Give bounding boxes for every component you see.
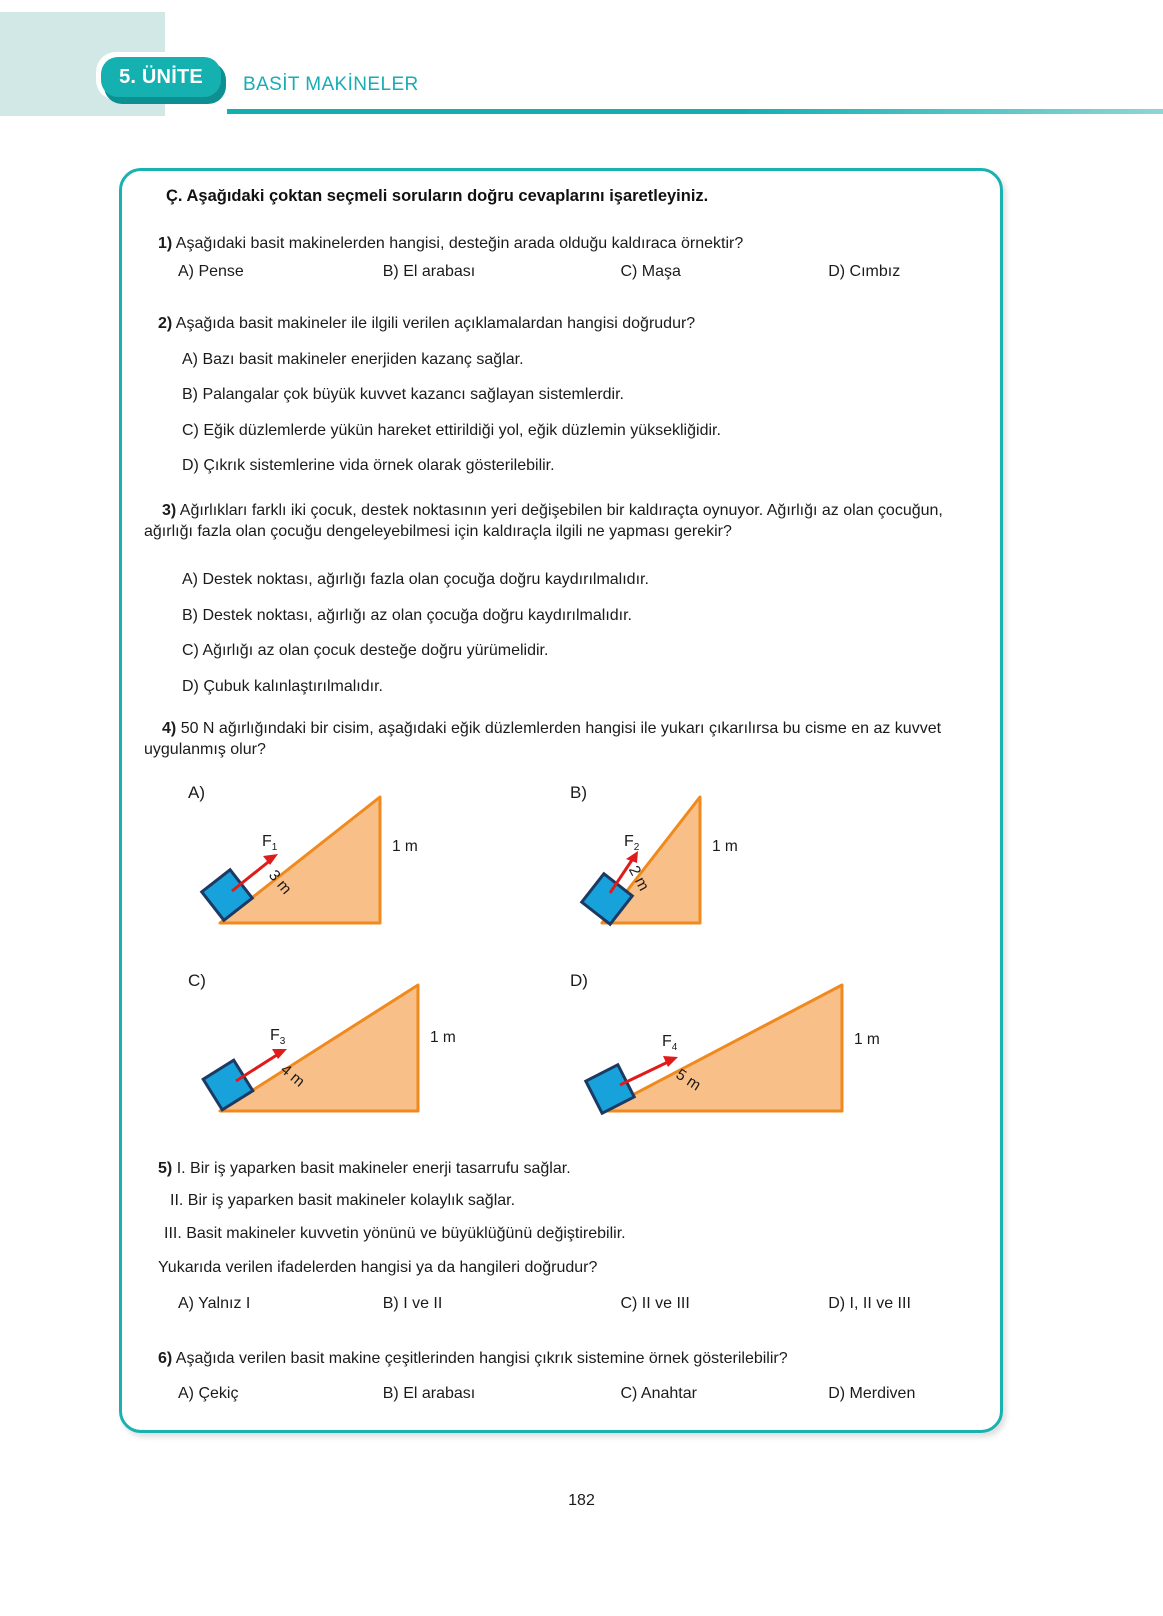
question-3-option-a[interactable]: A) Destek noktası, ağırlığı fazla olan çocuğa doğru kaydırılmalıdır. bbox=[182, 571, 649, 588]
figure-b-drawing bbox=[552, 783, 882, 943]
question-6-option-b[interactable]: B) El arabası bbox=[382, 1385, 476, 1402]
question-1-text bbox=[158, 234, 978, 255]
unit-badge-label: 5. ÜNİTE bbox=[119, 66, 203, 88]
figure-c-force: $F_3$ bbox=[270, 1027, 286, 1048]
question-4-text bbox=[144, 719, 989, 761]
figure-b-force: $F_2$ bbox=[624, 833, 640, 854]
figure-b-slope-length: 2 m bbox=[624, 863, 653, 894]
question-5-prompt: Yukarıda verilen ifadelerden hangisi ya da hangileri doğrudur? bbox=[158, 1259, 598, 1276]
figure-b-label: B) bbox=[570, 783, 587, 802]
questions-container bbox=[122, 171, 1006, 1436]
question-3-number: 3) bbox=[162, 502, 177, 519]
figure-d-force: $F_4$ bbox=[662, 1033, 678, 1054]
question-5-statement-1-text: I. Bir iş yaparken basit makineler enerji tasarrufu sağlar. bbox=[176, 1160, 571, 1177]
question-2-option-a[interactable]: A) Bazı basit makineler enerjiden kazanç sağlar. bbox=[182, 351, 524, 368]
question-3-body: Ağırlıkları farklı iki çocuk, destek noktasının yeri değişebilen bir kaldıraçta oynuyor. Ağırlığı az olan çocuğun, ağırlığı fazla olan çocuğu dengeleyebilmesi için kaldıraçla ilgili ne yapması gerekir? bbox=[144, 502, 943, 540]
figure-a-slope-length: 3 m bbox=[264, 867, 295, 898]
question-6-body: Aşağıda verilen basit makine çeşitlerinden hangisi çıkrık sistemine örnek gösterilebilir? bbox=[175, 1350, 788, 1367]
figure-option-d bbox=[552, 971, 922, 1131]
figure-option-c bbox=[170, 971, 520, 1131]
question-6-text bbox=[158, 1349, 978, 1370]
question-1-option-b[interactable]: B) El arabası bbox=[382, 263, 476, 280]
question-1-option-c[interactable]: C) Maşa bbox=[620, 263, 681, 280]
question-4-body: 50 N ağırlığındaki bir cisim, aşağıdaki eğik düzlemlerden hangisi ile yukarı çıkarılırsa bu cisme en az kuvvet uygulanmış olur? bbox=[144, 720, 942, 758]
page-header bbox=[0, 0, 1163, 160]
figure-d-label: D) bbox=[570, 971, 588, 990]
question-2-body: Aşağıda basit makineler ile ilgili verilen açıklamalardan hangisi doğrudur? bbox=[175, 315, 696, 332]
question-2-option-d[interactable]: D) Çıkrık sistemlerine vida örnek olarak gösterilebilir. bbox=[182, 457, 555, 474]
question-1-number: 1) bbox=[158, 235, 173, 252]
section-title: Ç. Aşağıdaki çoktan seçmeli soruların doğru cevaplarını işaretleyiniz. bbox=[166, 187, 709, 205]
figure-c-drawing bbox=[170, 971, 520, 1131]
figure-c-height: 1 m bbox=[430, 1029, 456, 1046]
question-5-statement-2: II. Bir iş yaparken basit makineler kolaylık sağlar. bbox=[170, 1192, 516, 1209]
question-6-options bbox=[178, 1385, 998, 1403]
question-5-option-c[interactable]: C) II ve III bbox=[620, 1295, 690, 1312]
question-5-statement-3: III. Basit makineler kuvvetin yönünü ve büyüklüğünü değiştirebilir. bbox=[164, 1225, 626, 1242]
figure-a-label: A) bbox=[188, 783, 205, 802]
question-3-option-d[interactable]: D) Çubuk kalınlaştırılmalıdır. bbox=[182, 678, 383, 695]
figure-d-drawing bbox=[552, 971, 922, 1131]
question-2-option-b[interactable]: B) Palangalar çok büyük kuvvet kazancı sağlayan sistemlerdir. bbox=[182, 386, 624, 403]
header-divider bbox=[227, 109, 1163, 114]
figure-option-a bbox=[170, 783, 500, 943]
figure-a-drawing bbox=[170, 783, 500, 943]
figure-a-force: $F_1$ bbox=[262, 833, 278, 854]
question-2-option-c[interactable]: C) Eğik düzlemlerde yükün hareket ettirildiği yol, eğik düzlemin yüksekliğidir. bbox=[182, 422, 721, 439]
question-5-statement-1 bbox=[158, 1159, 978, 1180]
question-1-body: Aşağıdaki basit makinelerden hangisi, desteğin arada olduğu kaldıraca örnektir? bbox=[175, 235, 744, 252]
question-1-option-d[interactable]: D) Cımbız bbox=[828, 263, 901, 280]
question-3-option-c[interactable]: C) Ağırlığı az olan çocuk desteğe doğru yürümelidir. bbox=[182, 642, 549, 659]
question-6-number: 6) bbox=[158, 1350, 173, 1367]
question-5-option-b[interactable]: B) I ve II bbox=[382, 1295, 443, 1312]
question-3-text bbox=[144, 501, 984, 543]
question-3-option-b[interactable]: B) Destek noktası, ağırlığı az olan çocuğa doğru kaydırılmalıdır. bbox=[182, 607, 632, 624]
question-4-number: 4) bbox=[162, 720, 177, 737]
figure-c-slope-length: 4 m bbox=[277, 1061, 308, 1091]
figure-c-label: C) bbox=[188, 971, 206, 990]
ramp-triangle-d bbox=[602, 985, 842, 1111]
force-arrowhead-d bbox=[663, 1056, 678, 1067]
question-5-option-a[interactable]: A) Yalnız I bbox=[178, 1295, 251, 1312]
question-2-text bbox=[158, 314, 978, 335]
question-5-number: 5) bbox=[158, 1160, 173, 1177]
questions-panel bbox=[119, 168, 1003, 1433]
question-5-options bbox=[178, 1295, 998, 1313]
question-6-option-c[interactable]: C) Anahtar bbox=[620, 1385, 697, 1402]
question-1-option-a[interactable]: A) Pense bbox=[178, 263, 244, 280]
figure-option-b bbox=[552, 783, 882, 943]
question-5-option-d[interactable]: D) I, II ve III bbox=[828, 1295, 911, 1312]
figure-d-height: 1 m bbox=[854, 1031, 880, 1048]
question-6-option-a[interactable]: A) Çekiç bbox=[178, 1385, 239, 1402]
page-number: 182 bbox=[568, 1492, 595, 1509]
unit-badge bbox=[101, 57, 221, 97]
figure-d-slope-length: 5 m bbox=[672, 1066, 704, 1095]
question-6-option-d[interactable]: D) Merdiven bbox=[828, 1385, 916, 1402]
unit-title: BASİT MAKİNELER bbox=[243, 74, 419, 95]
question-2-number: 2) bbox=[158, 315, 173, 332]
figure-b-height: 1 m bbox=[712, 838, 738, 855]
figure-a-height: 1 m bbox=[392, 838, 418, 855]
question-1-options bbox=[178, 263, 998, 281]
